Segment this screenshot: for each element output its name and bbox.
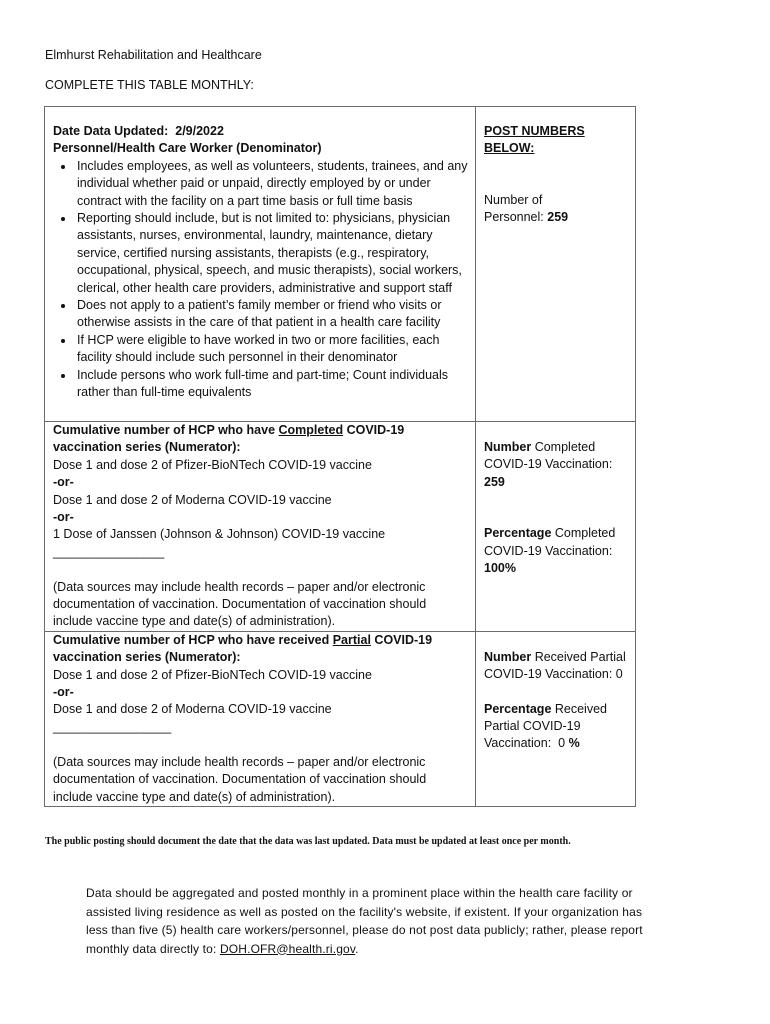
completed-numbers-cell xyxy=(476,422,636,632)
partial-pct-value: 0 xyxy=(558,736,566,751)
completed-line1: Dose 1 and dose 2 of Pfizer-BioNTech COVID-19 vaccine xyxy=(53,457,372,472)
partial-number-value: 0 xyxy=(615,667,623,682)
completed-or1: -or- xyxy=(53,475,74,490)
personnel-cell xyxy=(476,107,636,422)
denominator-bullets xyxy=(53,158,469,402)
bullet-item: • If HCP were eligible to have worked in two or more facilities, each facility should include such personnel in their denominator xyxy=(75,332,469,367)
completed-or2: -or- xyxy=(53,510,74,525)
footer-text: Data should be aggregated and posted monthly in a prominent place within the health care facility or assisted living residence as well as posted on the facility's website, if existent. If your organization has less than five (5) health care workers/personnel, please do not post data publicly; rather, please report monthly data directly to: xyxy=(86,886,643,956)
denominator-title: Personnel/Health Care Worker (Denominator) xyxy=(53,141,322,156)
completed-pct-value: 100% xyxy=(484,561,516,576)
personnel-label-line1: Number of xyxy=(484,192,543,207)
partial-title xyxy=(53,632,469,667)
bullet-item: • Does not apply to a patient’s family member or friend who visits or otherwise assists in the care of that patient in a health care facility xyxy=(75,297,469,332)
partial-line2: Dose 1 and dose 2 of Moderna COVID-19 vaccine xyxy=(53,702,332,717)
completed-cell xyxy=(45,422,476,632)
partial-pct-symbol: % xyxy=(568,736,580,751)
completed-note: (Data sources may include health records – paper and/or electronic documentation of vaccination. Documentation of vaccination should include vaccine type and date(s) of administration). xyxy=(53,579,427,629)
post-numbers-header: POST NUMBERS BELOW: xyxy=(484,124,585,156)
footer-paragraph xyxy=(86,884,664,958)
completed-number-label-bold: Number xyxy=(484,440,532,454)
partial-title-pre: Cumulative number of HCP who have received xyxy=(53,632,333,647)
completed-title-pre: Cumulative number of HCP who have xyxy=(53,423,279,437)
partial-number-label: Received Partial COVID-19 Vaccination: xyxy=(484,649,626,682)
partial-percentage xyxy=(484,701,629,753)
completed-row xyxy=(45,422,636,632)
partial-title-underlined: Partial xyxy=(332,632,371,647)
vaccination-table xyxy=(44,106,636,807)
report-email-link[interactable]: DOH.OFR@health.ri.gov xyxy=(219,941,356,956)
partial-number xyxy=(484,649,629,684)
date-updated xyxy=(53,123,469,140)
partial-row xyxy=(45,631,636,806)
partial-line1: Dose 1 and dose 2 of Pfizer-BioNTech COVID-19 vaccine xyxy=(53,667,372,682)
personnel-label: Personnel: xyxy=(484,210,544,225)
denominator-row xyxy=(45,107,636,422)
partial-note: (Data sources may include health records – paper and/or electronic documentation of vaccination. Documentation of vaccination should include vaccine type and date(s) of administration). xyxy=(53,754,427,804)
denominator-cell xyxy=(45,107,476,422)
personnel-count: 259 xyxy=(547,210,569,225)
completed-title-post: COVID-19 vaccination series (Numerator): xyxy=(53,423,405,455)
completed-title-underlined: Completed xyxy=(278,423,344,437)
update-notice: The public posting should document the date that the data was last updated. Data must be updated at least once per month. xyxy=(45,836,571,847)
partial-pct-label-bold: Percentage xyxy=(484,701,552,716)
completed-number xyxy=(484,439,629,491)
completed-title xyxy=(53,422,469,457)
completed-number-label: Completed COVID-19 Vaccination: xyxy=(484,440,613,472)
bullet-item: • Reporting should include, but is not limited to: physicians, physician assistants, nurses, environmental, laundry, maintenance, dietary service, certified nursing assistants, therapists (e.g., respiratory, occupational, physical, speech, and music therapists), social workers, clerical, other health care providers, administrative and support staff xyxy=(75,210,469,297)
footer-end: . xyxy=(355,941,359,956)
completed-line3: 1 Dose of Janssen (Johnson & Johnson) COVID-19 vaccine xyxy=(53,527,386,542)
completed-number-value: 259 xyxy=(484,474,505,489)
date-value: 2/9/2022 xyxy=(175,124,224,138)
completed-percentage xyxy=(484,525,629,577)
completed-pct-label-bold: Percentage xyxy=(484,526,552,541)
facility-name: Elmhurst Rehabilitation and Healthcare xyxy=(45,48,262,62)
partial-or1: -or- xyxy=(53,685,74,700)
personnel-label-line2 xyxy=(484,209,629,226)
completed-pct-label: Completed COVID-19 Vaccination: xyxy=(484,526,616,558)
completed-line2: Dose 1 and dose 2 of Moderna COVID-19 vaccine xyxy=(53,492,332,507)
partial-number-label-bold: Number xyxy=(484,649,532,664)
partial-pct-label: Received Partial COVID-19 Vaccination: xyxy=(484,701,607,751)
partial-title-post: COVID-19 vaccination series (Numerator): xyxy=(53,632,433,665)
instruction-heading: COMPLETE THIS TABLE MONTHLY: xyxy=(45,78,254,92)
bullet-item: • Include persons who work full-time and part-time; Count individuals rather than full-time equivalents xyxy=(75,367,469,402)
partial-rule: _________________ xyxy=(53,719,172,734)
bullet-item: • Includes employees, as well as volunteers, students, trainees, and any individual whether paid or unpaid, directly employed by or under contract with the facility on a part time basis or full time basis xyxy=(75,158,469,210)
date-label: Date Data Updated: xyxy=(53,124,169,138)
completed-rule: ________________ xyxy=(53,544,165,559)
partial-cell xyxy=(45,631,476,806)
partial-numbers-cell xyxy=(476,631,636,806)
